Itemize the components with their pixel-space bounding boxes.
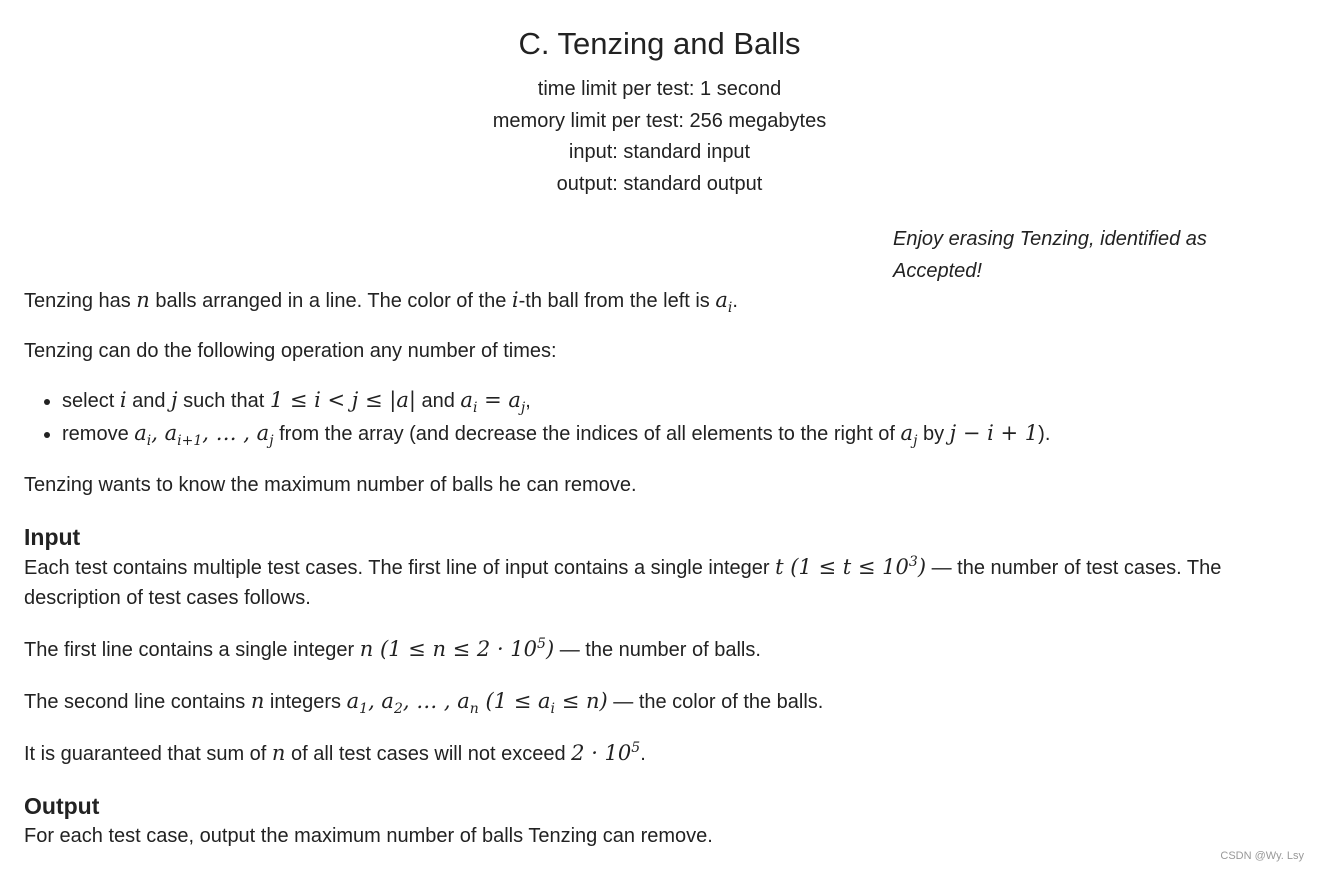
math-sup: 5	[537, 636, 546, 652]
text: Tenzing has	[24, 290, 137, 312]
math-t: t	[775, 555, 784, 579]
math-sub: i+1	[177, 433, 203, 450]
text: integers	[264, 691, 347, 713]
text: — the number of test cases. The description of test cases follows.	[24, 557, 1222, 609]
math-a: a	[508, 388, 521, 412]
math-n: n	[136, 288, 150, 312]
math-ai	[715, 288, 733, 317]
math-range	[784, 555, 926, 579]
math-expression: j − i + 1	[949, 421, 1039, 445]
math-j: j	[171, 388, 178, 412]
output-paragraph-1: For each test case, output the maximum number of balls Tenzing can remove.	[24, 825, 713, 847]
input-paragraph-4	[24, 738, 1295, 769]
text: remove	[62, 423, 135, 445]
input-paragraph-2	[24, 634, 1295, 665]
math-sub: n	[469, 701, 479, 718]
math-text: 2 · 10	[571, 741, 632, 765]
output-heading: Output	[24, 793, 100, 819]
statement-paragraph-1	[24, 285, 1295, 316]
math-text: ≤ n)	[555, 689, 608, 713]
output-spec: output: standard output	[556, 172, 763, 195]
math-text: )	[917, 555, 927, 579]
math-a: a	[346, 689, 360, 713]
input-paragraph-3	[24, 686, 1295, 717]
math-i: i	[119, 388, 127, 412]
math-n: n	[271, 741, 286, 765]
text: .	[732, 290, 738, 312]
math-sep: , … ,	[202, 421, 257, 445]
statement-paragraph-2: Tenzing can do the following operation any number of times:	[24, 340, 557, 362]
text: Each test contains multiple test cases. The first line of input contains a single integer	[24, 557, 776, 579]
math-sub: i	[550, 701, 556, 718]
math-sub: j	[913, 433, 918, 450]
math-sup: 3	[908, 554, 918, 570]
math-sup: 5	[631, 740, 641, 756]
text: It is guaranteed that sum of	[24, 743, 272, 765]
math-sequence	[346, 689, 479, 718]
math-text: (1 ≤	[478, 689, 539, 713]
math-a: a	[457, 689, 470, 713]
text: such that	[177, 390, 270, 412]
math-a: a	[538, 689, 551, 713]
list-item	[62, 384, 1295, 417]
math-n: n	[359, 637, 374, 661]
text: of all test cases will not exceed	[285, 743, 572, 765]
math-n: n	[250, 689, 265, 713]
math-a: a	[900, 421, 914, 445]
text: select	[62, 390, 120, 412]
input-paragraph-1	[24, 552, 1295, 613]
text: The second line contains	[24, 691, 251, 713]
math-i: i	[511, 288, 519, 312]
math-a: a	[164, 421, 178, 445]
math-sep: ,	[151, 421, 165, 445]
text: balls arranged in a line. The color of the	[149, 290, 512, 312]
input-heading: Input	[24, 524, 81, 550]
text: ).	[1038, 423, 1051, 445]
epigraph: Enjoy erasing Tenzing, identified as Accepted!	[893, 228, 1207, 282]
problem-header	[0, 24, 1319, 200]
text: ,	[525, 390, 531, 412]
math-a: a	[381, 689, 394, 713]
text: — the color of the balls.	[607, 691, 824, 713]
math-sub: 2	[393, 701, 403, 718]
memory-limit: memory limit per test: 256 megabytes	[492, 109, 827, 132]
math-sub: i	[146, 433, 152, 450]
math-text: (1 ≤ t ≤ 10	[783, 555, 909, 579]
math-a: a	[256, 421, 270, 445]
math-sub: j	[520, 400, 526, 417]
math-range	[373, 637, 554, 661]
watermark: CSDN @Wy. Lsy	[1220, 850, 1304, 862]
math-a: a	[134, 421, 147, 445]
math-bound	[571, 741, 640, 765]
math-sep: ,	[368, 689, 382, 713]
math-condition: 1 ≤ i < j ≤ |a|	[269, 388, 416, 412]
text: — the number of balls.	[554, 639, 761, 661]
math-a: a	[460, 388, 473, 412]
math-equality	[460, 388, 526, 417]
input-spec: input: standard input	[568, 141, 751, 163]
text: The first line contains a single integer	[24, 639, 360, 661]
math-aj	[900, 421, 918, 450]
statement-paragraph-3: Tenzing wants to know the maximum number of balls he can remove.	[24, 474, 637, 496]
text: .	[640, 743, 646, 765]
math-sub: i	[727, 300, 733, 317]
problem-statement	[24, 285, 1295, 851]
text: from the array (and decrease the indices of all elements to the right of	[273, 423, 901, 445]
time-limit: time limit per test: 1 second	[537, 78, 782, 100]
math-a: a	[715, 288, 728, 312]
math-text: )	[545, 637, 555, 661]
math-range	[478, 689, 608, 718]
math-sub: j	[269, 433, 274, 450]
math-sub: 1	[359, 701, 369, 718]
math-sequence	[134, 421, 274, 450]
text: by	[917, 423, 950, 445]
text: and	[415, 390, 461, 412]
math-op: =	[477, 388, 509, 412]
math-sub: i	[472, 400, 478, 417]
list-item	[62, 417, 1295, 450]
problem-title: C. Tenzing and Balls	[518, 26, 801, 61]
math-sep: , … ,	[402, 689, 458, 713]
math-text: (1 ≤ n ≤ 2 · 10	[373, 637, 538, 661]
operation-list	[24, 384, 1295, 450]
text: -th ball from the left is	[518, 290, 716, 312]
text: and	[126, 390, 172, 412]
